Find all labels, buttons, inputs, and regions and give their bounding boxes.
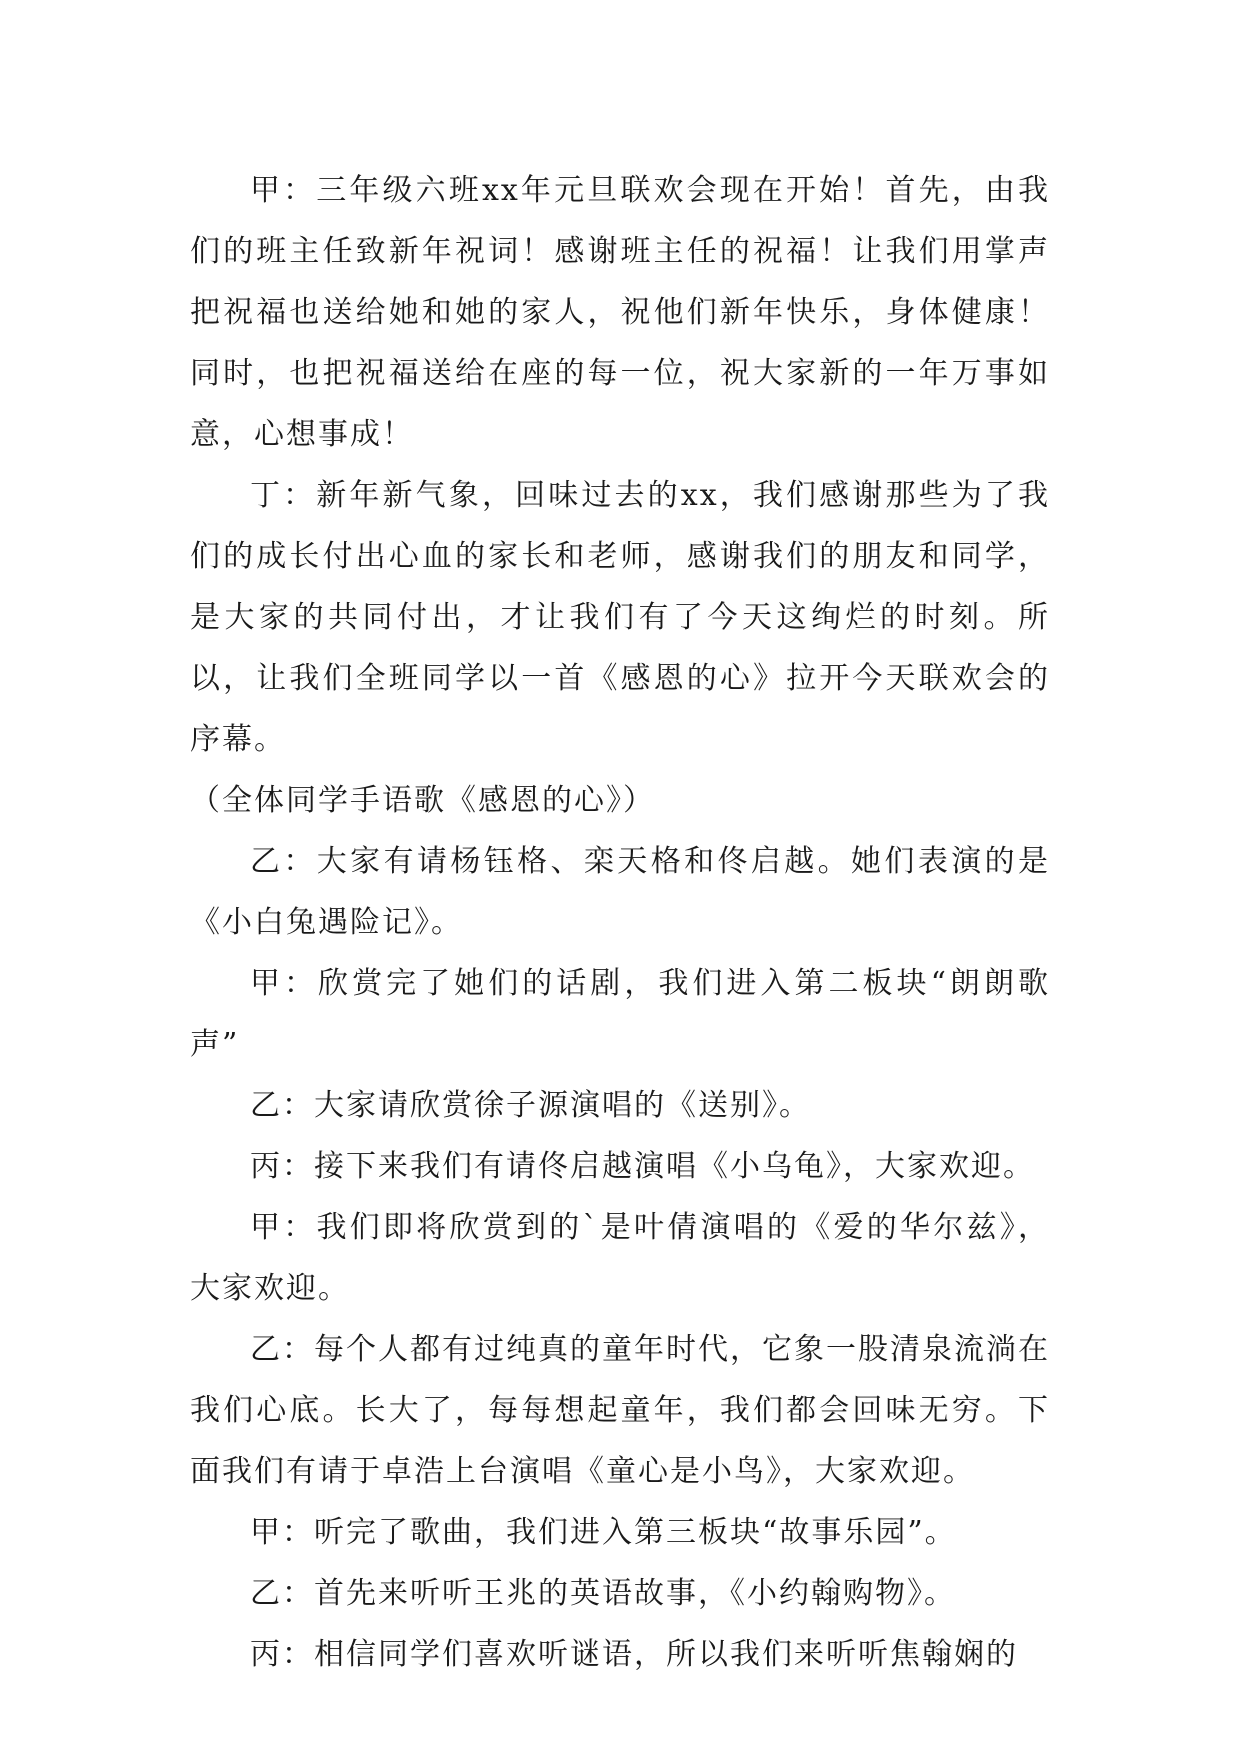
paragraph-jia-waltz: 甲：我们即将欣赏到的`是叶倩演唱的《爱的华尔兹》，大家欢迎。 — [190, 1210, 1050, 1306]
paragraph-yi-childhood: 乙：每个人都有过纯真的童年时代，它象一股清泉流淌在我们心底。长大了，每每想起童年，我们都会回味无穷。下面我们有请于卓浩上台演唱《童心是小鸟》，大家欢迎。 — [190, 1332, 1050, 1489]
paragraph-yi-drama: 乙：大家有请杨钰格、栾天格和佟启越。她们表演的是《小白兔遇险记》。 — [190, 844, 1050, 940]
paragraph-bing-turtle: 丙：接下来我们有请佟启越演唱《小乌龟》，大家欢迎。 — [250, 1149, 1035, 1184]
paragraph-ding-intro: 丁：新年新气象，回味过去的xx，我们感谢那些为了我们的成长付出心血的家长和老师，感谢我们的朋友和同学，是大家的共同付出，才让我们有了今天这绚烂的时刻。所以，让我们全班同学以一首《感恩的心》拉开今天联欢会的序幕。 — [190, 478, 1050, 757]
paragraph-jia-songs: 甲：欣赏完了她们的话剧，我们进入第二板块“朗朗歌声” — [190, 966, 1050, 1062]
paragraph-yi-farewell: 乙：大家请欣赏徐子源演唱的《送别》。 — [250, 1088, 811, 1123]
paragraph-opening: 甲：三年级六班xx年元旦联欢会现在开始！首先，由我们的班主任致新年祝词！感谢班主任的祝福！让我们用掌声把祝福也送给她和她的家人，祝他们新年快乐，身体健康！同时，也把祝福送给在座的每一位，祝大家新的一年万事如意，心想事成！ — [190, 173, 1050, 452]
paragraph-stage-note: （全体同学手语歌《感恩的心》） — [190, 783, 655, 818]
paragraph-yi-english-story: 乙：首先来听听王兆的英语故事，《小约翰购物》。 — [250, 1576, 956, 1611]
paragraph-bing-riddles: 丙：相信同学们喜欢听谜语，所以我们来听听焦翰娴的 — [250, 1637, 1018, 1672]
paragraph-jia-stories: 甲：听完了歌曲，我们进入第三板块“故事乐园”。 — [250, 1515, 957, 1550]
document-body — [190, 160, 1050, 1685]
